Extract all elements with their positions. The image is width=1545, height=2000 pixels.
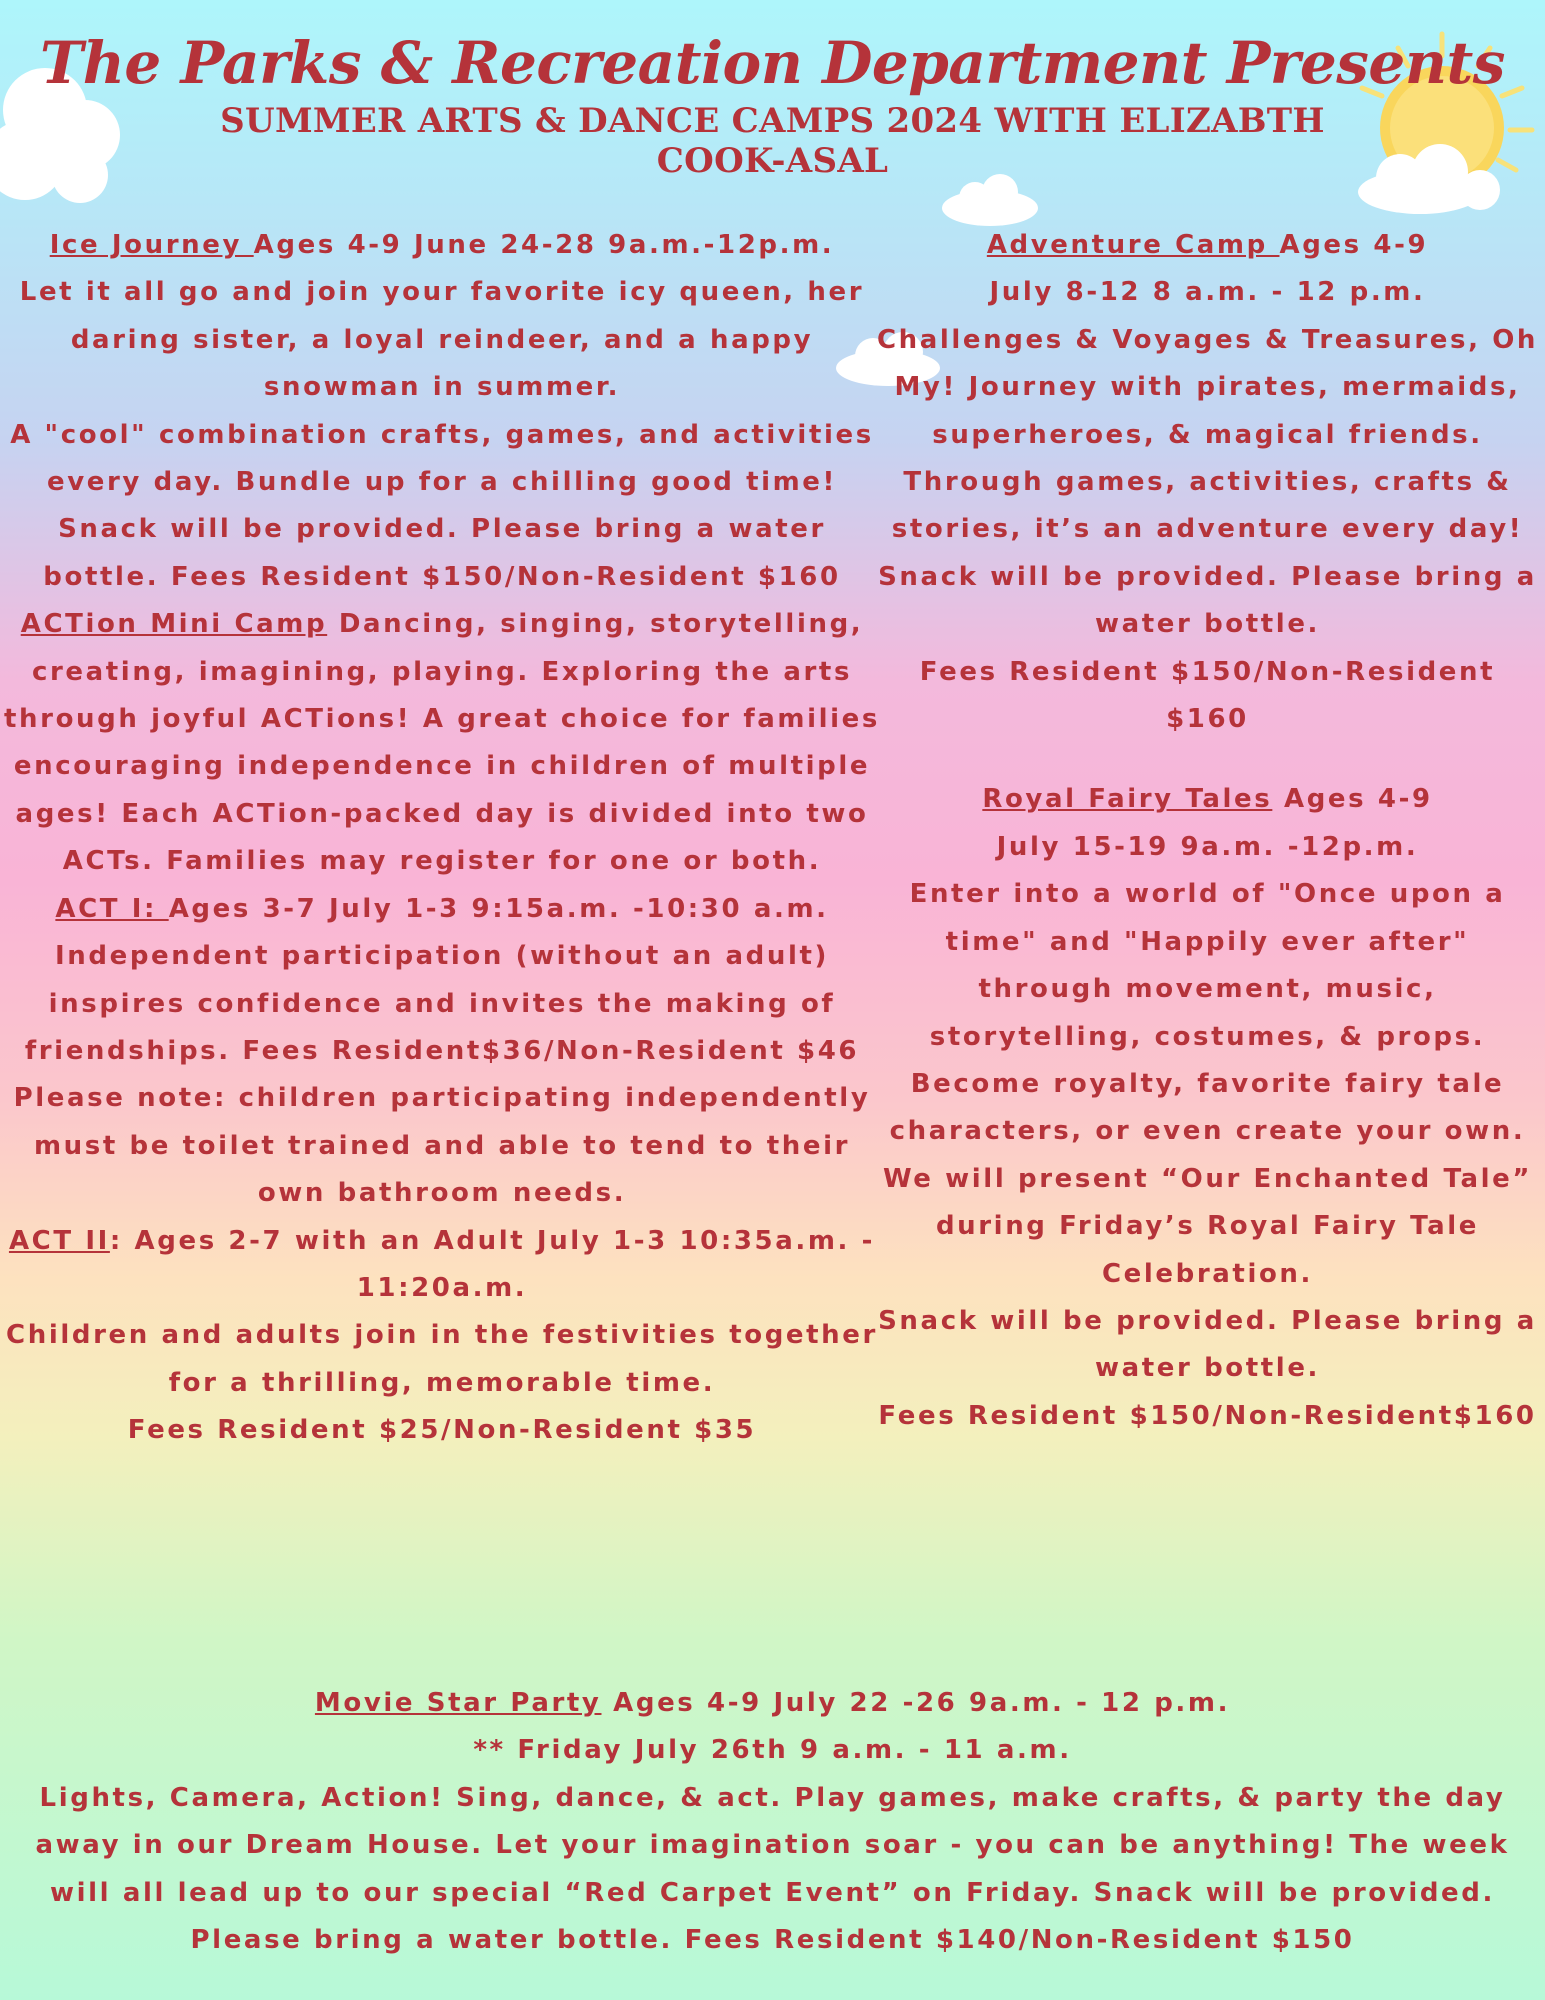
act-2-heading	[4, 1218, 880, 1313]
adventure-camp-description: Challenges & Voyages & Treasures, Oh My! Journey with pirates, mermaids, superheroes, & magical friends. Through games, activities, crafts & stories, it’s an adventure every day!	[876, 324, 1539, 545]
movie-star-party-details: Ages 4-9 July 22 -26 9a.m. - 12 p.m.	[601, 1688, 1231, 1718]
act-2-description: Children and adults join in the festivities together for a thrilling, memorable time.	[6, 1320, 878, 1398]
royal-fairy-tales-title: Royal Fairy Tales	[982, 784, 1273, 815]
movie-star-party-friday: ** Friday July 26th 9 a.m. - 11 a.m.	[473, 1735, 1072, 1766]
page-subtitle: SUMMER ARTS & DANCE CAMPS 2024 WITH ELIZABTH COOK-ASAL	[220, 100, 1325, 182]
adventure-camp-snack: Snack will be provided. Please bring a water bottle.	[878, 561, 1537, 640]
royal-fairy-tales-snack: Snack will be provided. Please bring a water bottle.	[878, 1305, 1537, 1384]
act-2-title: ACT II	[8, 1225, 110, 1256]
royal-fairy-tales-description: Enter into a world of "Once upon a time" and "Happily ever after" through movement, music, storytelling, costumes, & props. Become royalty, favorite fairy tale characters, or even create your own.	[889, 879, 1526, 1147]
royal-fairy-tales-fees: Fees Resident $150/Non-Resident$160	[878, 1400, 1537, 1431]
movie-star-party-title: Movie Star Party	[314, 1688, 602, 1718]
ice-journey-heading	[4, 222, 880, 269]
adventure-camp-ages: Ages 4-9	[1279, 230, 1429, 260]
act-1-details: Ages 3-7 July 1-3 9:15a.m. -10:30 a.m.	[168, 893, 829, 924]
act-1-title: ACT I:	[55, 893, 169, 924]
ice-journey-fees: Snack will be provided. Please bring a water bottle. Fees Resident $150/Non-Resident $160	[43, 514, 841, 592]
act-2-details: : Ages 2-7 with an Adult July 1-3 10:35a.m. - 11:20a.m.	[109, 1225, 876, 1303]
adventure-camp-fees: Fees Resident $150/Non-Resident $160	[919, 656, 1496, 735]
right-column	[875, 222, 1540, 1440]
action-mini-camp-intro: Dancing, singing, storytelling, creating, imagining, playing. Exploring the arts through joyful ACTions! A great choice for families encouraging independence in children of multiple ages! Each ACTion-packed day is divided into two ACTs. Families may register for one or both.	[4, 609, 880, 877]
act-1-note: Please note: children participating independently must be toilet trained and able to tend to their own bathroom needs.	[13, 1083, 871, 1209]
act-2-fees: Fees Resident $25/Non-Resident $35	[127, 1415, 757, 1446]
act-1-heading	[4, 886, 880, 933]
royal-fairy-tales-heading	[875, 776, 1540, 823]
movie-star-party-description: Lights, Camera, Action! Sing, dance, & act. Play games, make crafts, & party the day away in our Dream House. Let your imagination soar - you can be anything! The week will all lead up to our special “Red Carpet Event” on Friday. Snack will be provided. Please bring a water bottle. Fees Resident $140/Non-Resident $150	[35, 1782, 1510, 1956]
bottom-section	[0, 1680, 1545, 1964]
movie-star-party-heading	[0, 1680, 1545, 1727]
act-1-description: Independent participation (without an adult) inspires confidence and invites the making of friendships. Fees Resident$36/Non-Resident $46	[24, 941, 860, 1066]
adventure-camp-heading	[875, 222, 1540, 269]
ice-journey-description-2: A "cool" combination crafts, games, and activities every day. Bundle up for a chilling good time!	[10, 419, 874, 498]
page-title: The Parks & Recreation Department Presents	[40, 29, 1505, 97]
ice-journey-details: Ages 4-9 June 24-28 9a.m.-12p.m.	[253, 230, 835, 260]
royal-fairy-tales-dates: July 15-19 9a.m. -12p.m.	[996, 831, 1419, 862]
adventure-camp-dates: July 8-12 8 a.m. - 12 p.m.	[989, 277, 1426, 308]
header	[0, 30, 1545, 182]
ice-journey-title: Ice Journey	[49, 230, 254, 260]
royal-fairy-tales-ages: Ages 4-9	[1272, 784, 1433, 815]
action-mini-camp-title: ACTion Mini Camp	[20, 609, 328, 640]
ice-journey-description: Let it all go and join your favorite icy queen, her daring sister, a loyal reindeer, and a happy snowman in summer.	[19, 277, 865, 403]
section-spacer	[875, 743, 1540, 776]
adventure-camp-title: Adventure Camp	[986, 230, 1280, 260]
left-column	[4, 222, 880, 1455]
royal-fairy-tales-present: We will present “Our Enchanted Tale” during Friday’s Royal Fairy Tale Celebration.	[882, 1163, 1533, 1289]
action-mini-camp-section	[4, 601, 880, 885]
